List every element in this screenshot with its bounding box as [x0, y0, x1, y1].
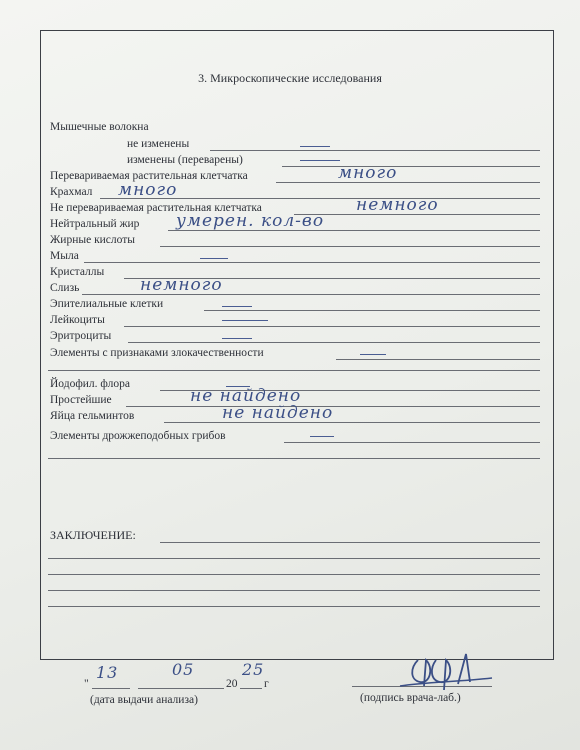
section-heading: 3. Микроскопические исследования	[198, 71, 382, 85]
field-yeast: Элементы дрожжеподобных грибов	[50, 430, 226, 442]
field-muscle-fibers: Мышечные волокна	[50, 121, 149, 133]
field-malignant: Элементы с признаками злокачественности	[50, 347, 264, 359]
field-mucus: Слизь	[50, 282, 80, 294]
conclusion-line-3	[48, 574, 540, 575]
doctor-signature	[396, 646, 516, 696]
field-starch: Крахмал	[50, 186, 93, 198]
date-open-quote: "	[84, 678, 89, 690]
field-digestible-fiber: Перевариваемая растительная клетчатка	[50, 170, 248, 182]
dash-changed	[300, 160, 340, 161]
field-fatty-acids: Жирные кислоты	[50, 234, 136, 246]
field-epithelial: Эпителиальные клетки	[50, 298, 164, 310]
field-changed: изменены (переварены)	[127, 154, 243, 166]
field-iodophilic: Йодофил. флора	[50, 378, 130, 390]
section-divider	[48, 370, 540, 371]
hw-digestible-fiber: много	[338, 163, 398, 183]
dash-soaps	[200, 258, 228, 259]
dash-unchanged	[300, 146, 330, 147]
field-unchanged: не изменены	[127, 138, 190, 150]
dash-yeast	[310, 436, 334, 437]
hw-starch: много	[118, 180, 178, 200]
dash-malignant	[360, 354, 386, 355]
line-unchanged	[210, 150, 540, 151]
hw-date-month: 05	[172, 660, 195, 679]
line-malignant	[336, 359, 540, 360]
conclusion-line-1	[160, 542, 540, 543]
line-yeast	[284, 442, 540, 443]
hw-protozoa: не найдено	[190, 386, 302, 406]
field-crystals: Кристаллы	[50, 266, 105, 278]
field-soaps: Мыла	[50, 250, 79, 262]
date-year-line	[240, 688, 262, 689]
line-changed	[282, 166, 540, 167]
line-leukocytes	[124, 326, 540, 327]
dash-erythrocytes	[222, 338, 252, 339]
line-erythrocytes	[128, 342, 540, 343]
line-digestible-fiber	[276, 182, 540, 183]
field-helminth-eggs: Яйца гельминтов	[50, 410, 135, 422]
blank-line-1	[48, 458, 540, 459]
hw-indigestible-fiber: немного	[356, 195, 439, 215]
hw-date-year: 25	[242, 660, 265, 679]
hw-neutral-fat: умерен. кол-во	[176, 211, 325, 231]
line-soaps	[84, 262, 540, 263]
field-neutral-fat: Нейтральный жир	[50, 218, 140, 230]
line-fatty-acids	[160, 246, 540, 247]
hw-helminth-eggs: не найдено	[222, 403, 334, 423]
dash-epithelial	[222, 306, 252, 307]
conclusion-label: ЗАКЛЮЧЕНИЕ:	[50, 528, 136, 542]
date-day-line	[92, 688, 130, 689]
signature-caption: (подпись врача-лаб.)	[360, 692, 461, 704]
conclusion-line-2	[48, 558, 540, 559]
dash-leukocytes	[222, 320, 268, 321]
conclusion-line-4	[48, 590, 540, 591]
field-indigestible-fiber: Не перевариваемая растительная клетчатка	[50, 202, 262, 214]
field-protozoa: Простейшие	[50, 394, 112, 406]
date-caption: (дата выдачи анализа)	[90, 694, 198, 706]
field-leukocytes: Лейкоциты	[50, 314, 105, 326]
date-century: 20	[226, 678, 238, 690]
conclusion-line-5	[48, 606, 540, 607]
field-erythrocytes: Эритроциты	[50, 330, 112, 342]
date-suffix: г	[264, 678, 269, 690]
hw-mucus: немного	[140, 275, 223, 295]
line-epithelial	[204, 310, 540, 311]
line-helminth-eggs	[164, 422, 540, 423]
hw-date-day: 13	[96, 663, 119, 682]
date-month-line	[138, 688, 224, 689]
